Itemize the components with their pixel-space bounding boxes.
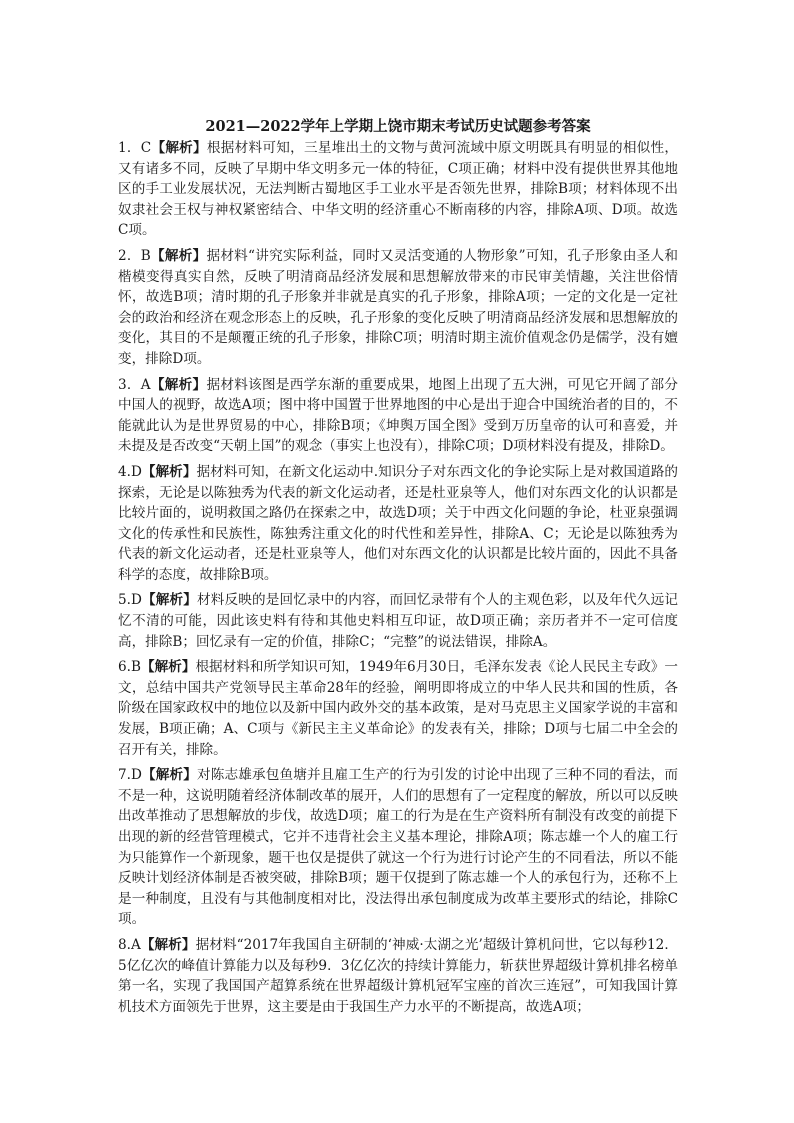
answer-number: 4.D — [118, 463, 142, 480]
answer-text — [118, 138, 678, 241]
analysis-tag: 【解析】 — [141, 592, 198, 609]
analysis-tag: 【解析】 — [140, 936, 196, 953]
answer-text — [118, 462, 678, 586]
answer-number: 7.D — [118, 767, 142, 784]
answer-text — [118, 246, 678, 370]
answer-number: 5.D — [118, 592, 142, 609]
answer-item-2 — [118, 246, 678, 370]
document-title: 2021—2022学年上学期上饶市期末考试历史试题参考答案 — [205, 118, 591, 135]
answer-number: 3．A — [118, 376, 151, 393]
answer-item-7 — [118, 765, 678, 930]
answer-item-5 — [118, 590, 678, 652]
analysis-tag: 【解析】 — [140, 659, 196, 676]
analysis-body: 据材料“2017年我国自主研制的‘神威·太湖之光’超级计算机问世，它以每秒12．5亿亿次的峰值计算能力以及每秒9．3亿亿次的持续计算能力，斩获世界超级计算机排名榜单第一名，实现了我国国产超算系统在世界超级计算机冠军宝座的首次三连冠”，可知我国计算机技术方面领先于世界，这主要是由于我国生产力水平的不断提高，故选A项； — [118, 936, 679, 1015]
answer-text — [118, 590, 678, 652]
answer-item-1 — [118, 138, 678, 241]
answer-key-content — [118, 116, 678, 1022]
analysis-body: 对陈志雄承包鱼塘并且雇工生产的行为引发的讨论中出现了三种不同的看法，而不是一种，这说明随着经济体制改革的展开，人们的思想有了一定程度的解放，所以可以反映出改革推动了思想解放的步伐，故选D项；雇工的行为是在生产资料所有制没有改变的前提下出现的新的经营管理模式，它并不违背社会主义基本理论，排除A项；陈志雄一个人的雇工行为只能算作一个新现象，题干也仅是提供了就这一个行为进行讨论产生的不同看法，所以不能反映计划经济体制是否被突破，排除B项；题干仅提到了陈志雄一个人的承包行为，还称不上是一种制度，且没有与其他制度相对比，没法得出承包制度成为改革主要形式的结论，排除C项。 — [118, 767, 678, 928]
answer-number: 2．B — [118, 247, 151, 264]
answer-number: 8.A — [118, 936, 141, 953]
answer-text — [118, 935, 678, 1017]
answer-item-3 — [118, 375, 678, 457]
analysis-body: 据材料可知，在新文化运动中.知识分子对东西文化的争论实际上是对救国道路的探索，无论是以陈独秀为代表的新文化运动者，还是杜亚泉等人，他们对东西文化的认识都是比较片面的，说明救国之路仍在探索之中，故选D项；关于中西文化问题的争论，杜亚泉强调文化的传承性和民族性，陈独秀注重文化的时代性和差异性，排除A、C；无论是以陈独秀为代表的新文化运动者，还是杜亚泉等人，他们对东西文化的认识都是比较片面的，因此不具备科学的态度，故排除B项。 — [118, 463, 679, 583]
analysis-body: 根据材料和所学知识可知，1949年6月30日，毛泽东发表《论人民民主专政》一文，总结中国共产党领导民主革命28年的经验，阐明即将成立的中华人民共和国的性质，各阶级在国家政权中的地位以及新中国内政外交的基本政策，是对马克思主义国家学说的丰富和发展，B项正确；A、C项与《新民主主义革命论》的发表有关，排除；D项与七届二中全会的召开有关，排除。 — [118, 659, 678, 758]
analysis-tag: 【解析】 — [141, 463, 197, 480]
analysis-body: 据材料“讲究实际利益，同时又灵活变通的人物形象”可知，孔子形象由圣人和楷模变得真实自然，反映了明清商品经济发展和思想解放带来的市民审美情趣，关注世俗情怀，故选B项；清时期的孔子形象并非就是真实的孔子形象，排除A项；一定的文化是一定社会的政治和经济在观念形态上的反映，孔子形象的变化反映了明清商品经济发展和思想解放的变化，其目的不是颠覆正统的孔子形象，排除C项；明清时期主流价值观念仍是儒学，没有嬗变，排除D项。 — [118, 247, 678, 367]
answer-item-4 — [118, 462, 678, 586]
answer-text — [118, 765, 678, 930]
answer-number: 6.B — [118, 659, 141, 676]
analysis-body: 据材料该图是西学东渐的重要成果，地图上出现了五大洲，可见它开阔了部分中国人的视野，故选A项；图中将中国置于世界地图的中心是出于迎合中国统治者的目的，不能就此认为是世界贸易的中心，排除B项；《坤舆万国全图》受到万历皇帝的认可和喜爱，并未提及是否改变“天朝上国”的观念（事实上也没有），排除C项；D项材料没有提及，排除D。 — [118, 376, 679, 455]
analysis-tag: 【解析】 — [141, 767, 198, 784]
answer-item-8 — [118, 935, 678, 1017]
analysis-body: 根据材料可知，三星堆出土的文物与黄河流域中原文明既具有明显的相似性，又有诸多不同，反映了早期中华文明多元一体的特征，C项正确；材料中没有提供世界其他地区的手工业发展状况，无法判断古蜀地区手工业水平是否领先世界，排除B项；材料体现不出奴隶社会王权与神权紧密结合、中华文明的经济重心不断南移的内容，排除A项、D项。故选C项。 — [118, 140, 679, 239]
analysis-tag: 【解析】 — [151, 140, 207, 156]
answer-text — [118, 657, 678, 760]
analysis-tag: 【解析】 — [150, 247, 207, 264]
analysis-body: 材料反映的是回忆录中的内容，而回忆录带有个人的主观色彩，以及年代久远记忆不清的可能，因此该史料有待和其他史料相互印证，故D项正确；亲历者并不一定可信度高，排除B；回忆录有一定的价值，排除C；“完整”的说法错误，排除A。 — [118, 592, 678, 650]
answer-text — [118, 375, 678, 457]
analysis-tag: 【解析】 — [150, 376, 207, 393]
answer-item-6 — [118, 657, 678, 760]
answer-number: 1．C — [118, 140, 152, 156]
